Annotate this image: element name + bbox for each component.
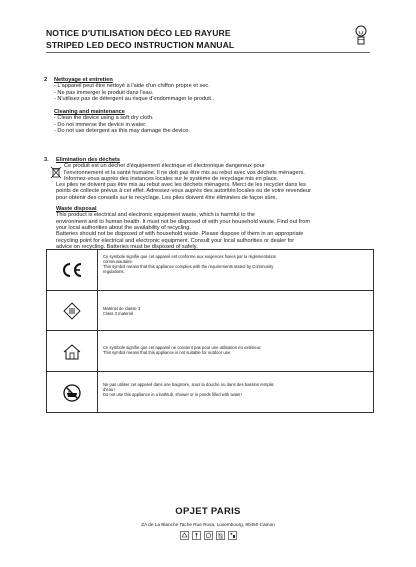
- table-row: [47, 371, 373, 413]
- paragraph-line: - N'utilisez pas de détergent au risque d'endommager le produit..: [54, 95, 215, 102]
- paragraph-line: environment and to human health. It must not be disposed of with your household waste. Find out from: [56, 218, 311, 225]
- table-row: [47, 290, 373, 331]
- section-heading-en: Cleaning and maintenance: [54, 109, 125, 116]
- paragraph-line: l'environnement et la santé humaine. Il ne doit pas être mis au rebut avec vos déchets ménagers.: [64, 169, 305, 176]
- light-bulb-icon: [354, 24, 368, 46]
- brand-name: OPJET PARIS: [175, 506, 241, 517]
- paragraph-line: Informez-vous auprès des instances locales sur le système de recyclage mis en place.: [64, 175, 279, 182]
- paragraph-line: Ce produit est un déchet d'équipement électrique et électronique dangereux pour: [64, 163, 265, 170]
- section-number: 2: [44, 77, 48, 83]
- section-waste: [44, 157, 311, 250]
- paragraph-line: - Clean the device using a soft dry cloth.: [54, 115, 154, 122]
- symbols-table: [46, 249, 374, 413]
- symbol-text-line: communautaire.: [103, 259, 134, 264]
- crossed-bin-icon: [50, 166, 62, 179]
- section-heading-fr: Elimination des déchets: [56, 157, 121, 163]
- paragraph-line: your local authorities about the availability of recycling.: [56, 224, 191, 231]
- triman-icon: [192, 531, 201, 540]
- symbol-text-line: d'eau !: [103, 387, 116, 392]
- paragraph-line: recycling point for electrical and electronic equipment. Consult your local authorities or dealer for: [56, 237, 295, 244]
- paragraph-line: - Do not immerse the device in water.: [54, 121, 147, 128]
- symbol-text-line: Ce symbole signifie que cet appareil est conforme aux exigences fixées par la réglementation: [103, 254, 277, 259]
- symbol-text-line: Matériel de classe 3: [103, 306, 141, 311]
- paragraph-line: This product is electrical and electronic equipment waste, which is harmful to the: [56, 212, 255, 219]
- paragraph-line: Batteries should not be disposed of with household waste. Please dispose of them in an appropriate: [56, 231, 304, 238]
- paragraph-line: pour obtenir des conseils sur le recyclage. Les piles doivent être éliminées de façon sûre.: [56, 194, 278, 201]
- symbol-text-line: Ne pas utiliser cet appareil dans une baignoire, sous la douche ou dans des bassins remplis: [103, 382, 274, 387]
- indoor-use-icon: [62, 343, 82, 361]
- table-row: [47, 250, 373, 290]
- paragraph-line: - L'appareil peut être nettoyé à l'aide d'un chiffon propre et sec.: [54, 83, 210, 90]
- document-header: [46, 28, 376, 51]
- tidy-man-icon: [228, 531, 237, 540]
- title-english: STRIPED LED DECO INSTRUCTION MANUAL: [46, 40, 235, 50]
- recycle-icon: [180, 531, 189, 540]
- paragraph-line: advice on recycling. Batteries must be disposed of safely.: [56, 243, 198, 250]
- section-number: 3.: [44, 157, 49, 163]
- section-cleaning: [44, 77, 215, 135]
- class-3-icon: [63, 302, 81, 320]
- paragraph-line: points de collecte prévus à cet effet. Adressez-vous auprès des autorités locales ou de votre revendeur: [56, 188, 311, 195]
- section-heading-fr: Nettoyage et entretien: [54, 77, 113, 83]
- symbol-text-line: regulations.: [103, 269, 125, 274]
- header-divider: [46, 52, 370, 53]
- no-bath-icon: [63, 384, 81, 402]
- symbol-text-line: Ce symbole signifie que cet appareil ne convient pas pour une utilisation en extérieur.: [103, 345, 262, 350]
- symbol-text-line: This symbol means that this appliance is not suitable for outdoor use.: [103, 350, 232, 355]
- company-address: ZA de La Blanche Tache Rue Rosa, Luxembourg, 80450 Camon: [141, 522, 275, 527]
- table-row: [47, 330, 373, 372]
- symbol-text-line: Do not use this appliance in a bathtub, shower or in ponds filled with water!: [103, 392, 242, 397]
- title-french: NOTICE D'UTILISATION DÉCO LED RAYURE: [46, 28, 231, 38]
- paragraph-line: - Ne pas immerger le produit dans l'eau.: [54, 89, 154, 96]
- ce-mark-icon: [61, 262, 83, 278]
- symbol-text-line: This symbol means that this appliance complies with the requirements stated by Community: [103, 264, 274, 269]
- recycle-arrows-icon: [204, 531, 213, 540]
- footer-icons: [180, 531, 237, 540]
- paragraph-line: - Do not use detergent as this may damage the device.: [54, 128, 190, 135]
- section-heading-en: Waste disposal: [56, 206, 97, 213]
- symbol-text-line: Class 3 material: [103, 311, 134, 316]
- crossed-bin-small-icon: [216, 531, 225, 540]
- paragraph-line: Les piles ne doivent pas être mis au rebut avec les déchets ménagers. Merci de les recycler dans les: [56, 182, 306, 189]
